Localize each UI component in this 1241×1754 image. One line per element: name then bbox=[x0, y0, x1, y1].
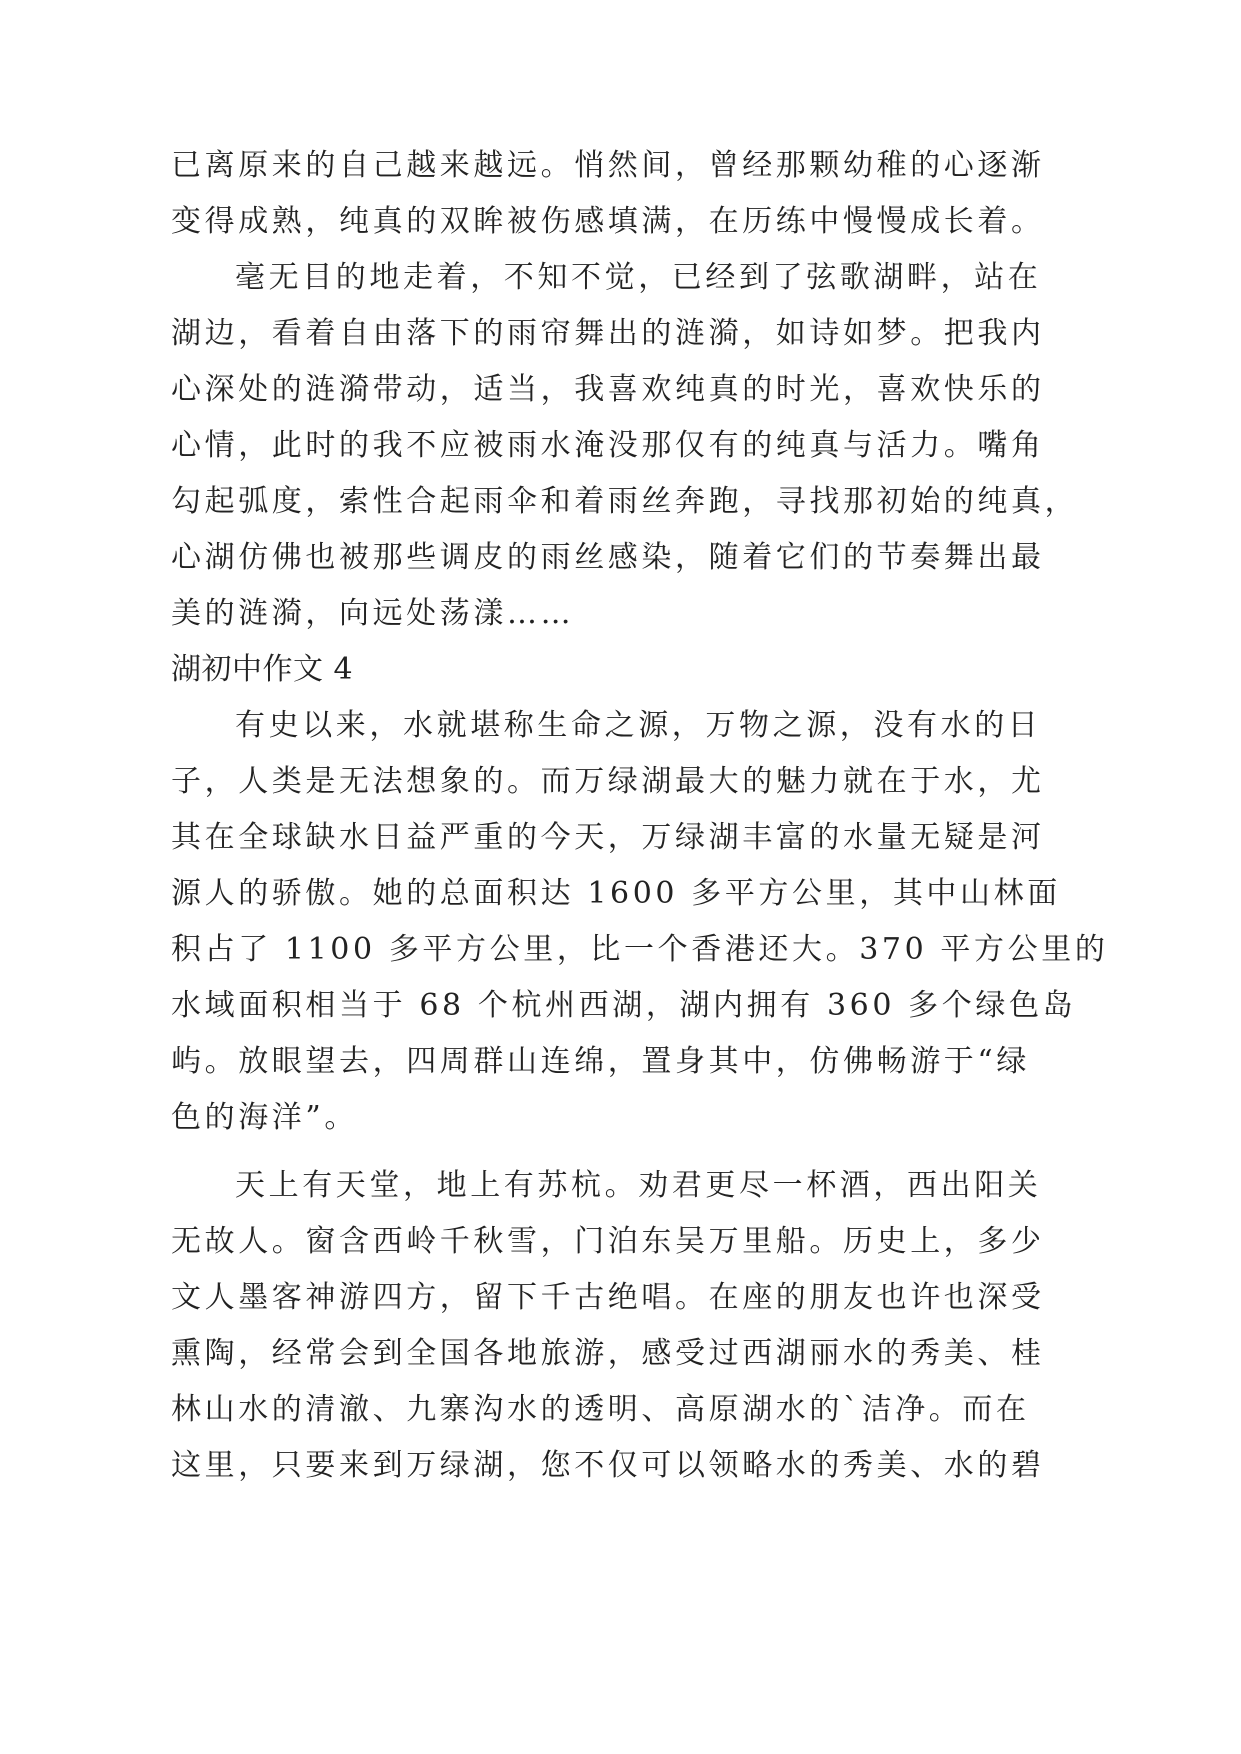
text-line: 色的海洋”。 bbox=[171, 1100, 358, 1135]
text-line: 屿。放眼望去，四周群山连绵，置身其中，仿佛畅游于“绿 bbox=[171, 1044, 1030, 1079]
text-line: 子，人类是无法想象的。而万绿湖最大的魅力就在于水，尤 bbox=[171, 764, 1045, 799]
text-line: 湖边，看着自由落下的雨帘舞出的涟漪，如诗如梦。把我内 bbox=[171, 316, 1045, 351]
text-line: 无故人。窗含西岭千秋雪，门泊东吴万里船。历史上，多少 bbox=[171, 1224, 1045, 1259]
paragraph-first-line: 毫无目的地走着，不知不觉，已经到了弦歌湖畔，站在 bbox=[235, 260, 1042, 295]
text-line: 源人的骄傲。她的总面积达 1600 多平方公里，其中山林面 bbox=[171, 876, 1061, 911]
text-line: 其在全球缺水日益严重的今天，万绿湖丰富的水量无疑是河 bbox=[171, 820, 1045, 855]
paragraph-first-line: 天上有天堂，地上有苏杭。劝君更尽一杯酒，西出阳关 bbox=[235, 1168, 1042, 1203]
text-line: 美的涟漪，向远处荡漾…… bbox=[171, 596, 575, 631]
text-line: 积占了 1100 多平方公里，比一个香港还大。370 平方公里的 bbox=[171, 932, 1109, 967]
text-line: 心深处的涟漪带动，适当，我喜欢纯真的时光，喜欢快乐的 bbox=[171, 372, 1045, 407]
text-line: 勾起弧度，索性合起雨伞和着雨丝奔跑，寻找那初始的纯真， bbox=[171, 484, 1079, 519]
paragraph-first-line: 有史以来，水就堪称生命之源，万物之源，没有水的日 bbox=[235, 708, 1042, 743]
text-line: 水域面积相当于 68 个杭州西湖，湖内拥有 360 多个绿色岛 bbox=[171, 988, 1077, 1023]
text-line: 心情，此时的我不应被雨水淹没那仅有的纯真与活力。嘴角 bbox=[171, 428, 1045, 463]
text-line: 心湖仿佛也被那些调皮的雨丝感染，随着它们的节奏舞出最 bbox=[171, 540, 1045, 575]
text-line: 这里，只要来到万绿湖，您不仅可以领略水的秀美、水的碧 bbox=[171, 1448, 1045, 1483]
text-line: 已离原来的自己越来越远。悄然间，曾经那颗幼稚的心逐渐 bbox=[171, 148, 1045, 183]
text-line: 林山水的清澈、九寨沟水的透明、高原湖水的`洁净。而在 bbox=[171, 1392, 1030, 1427]
text-line: 文人墨客神游四方，留下千古绝唱。在座的朋友也许也深受 bbox=[171, 1280, 1045, 1315]
text-line: 变得成熟，纯真的双眸被伤感填满，在历练中慢慢成长着。 bbox=[171, 204, 1045, 239]
text-line: 熏陶，经常会到全国各地旅游，感受过西湖丽水的秀美、桂 bbox=[171, 1336, 1045, 1371]
section-heading: 湖初中作文 4 bbox=[171, 652, 354, 687]
